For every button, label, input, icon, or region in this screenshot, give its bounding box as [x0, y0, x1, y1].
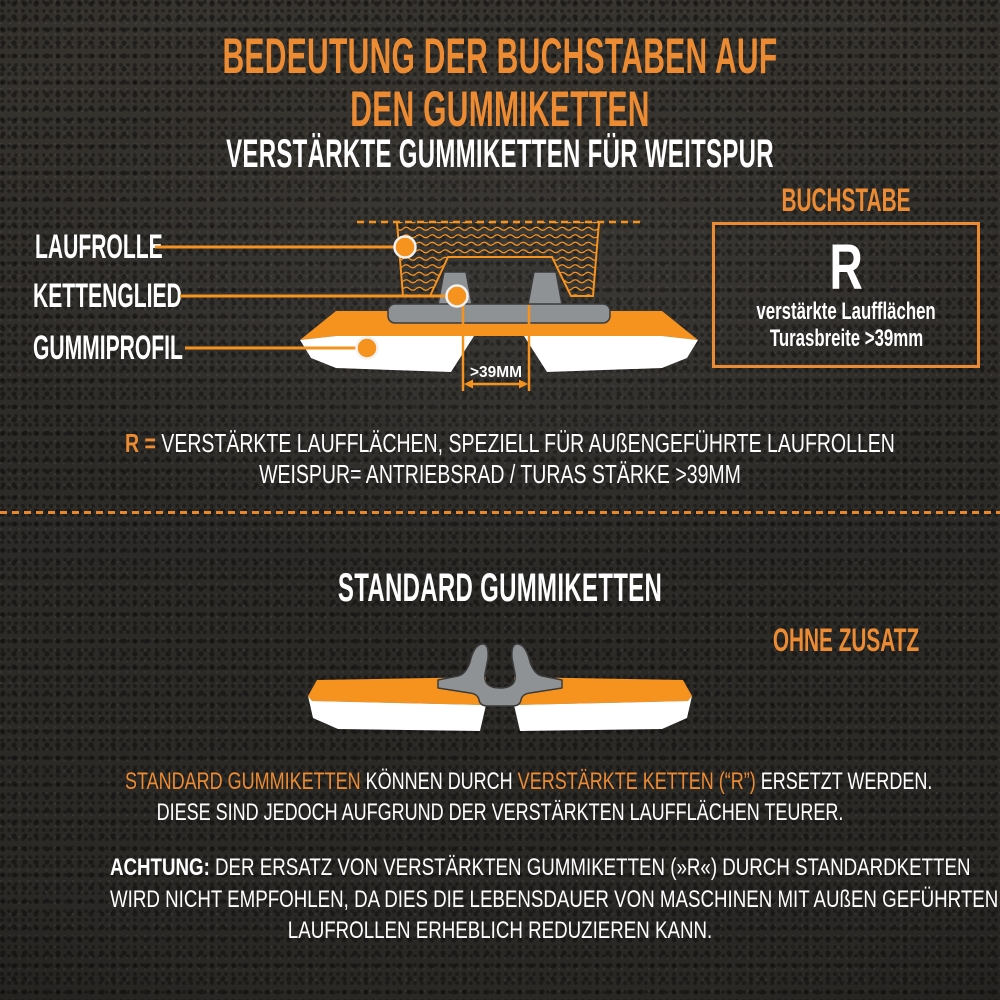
- reinforced-note-prefix: R =: [125, 428, 156, 458]
- track-white-right: [524, 336, 698, 372]
- reinforced-note-line1: R = VERSTÄRKTE LAUFFLÄCHEN, SPEZIELL FÜR AUßENGEFÜHRTE LAUFROLLEN: [125, 428, 895, 458]
- standard-note-line2: DIESE SIND JEDOCH AUFGRUND DER VERSTÄRKTEN LAUFFLÄCHEN TEURER.: [156, 799, 844, 827]
- standard-tag: OHNE ZUSATZ: [772, 622, 920, 658]
- letter-panel-heading: BUCHSTABE: [781, 182, 911, 218]
- dimension-label: >39MM: [470, 364, 522, 381]
- letter-r: R: [829, 231, 863, 303]
- track-white-left: [300, 336, 474, 372]
- standard-note-line1: STANDARD GUMMIKETTEN KÖNNEN DURCH VERSTÄRKTE KETTEN (“R”) ERSETZT WERDEN.: [125, 768, 933, 795]
- section-divider: [0, 511, 1000, 514]
- letter-panel-line1: verstärkte Laufflächen: [756, 297, 936, 325]
- section-reinforced-title: VERSTÄRKTE GUMMIKETTEN FÜR WEITSPUR: [226, 132, 774, 176]
- pointer-dot-laufrolle: [395, 237, 416, 258]
- warning-line2: WIRD NICHT EMPFOHLEN, DA DIES DIE LEBENSDAUER VON MASCHINEN MIT AUßEN GEFÜHRTEN: [110, 885, 999, 913]
- standard-track-diagram: [290, 628, 710, 748]
- roller-area: [397, 222, 599, 296]
- letter-panel: [712, 222, 980, 368]
- chain-link-plate: [388, 304, 610, 323]
- warning-label: ACHTUNG:: [110, 854, 210, 881]
- standard-note: [125, 766, 933, 828]
- warning-note: [110, 852, 999, 947]
- page-title: BEDEUTUNG DER BUCHSTABEN AUF DEN GUMMIKETTEN: [222, 28, 778, 137]
- warning-line3: LAUFROLLEN ERHEBLICH REDUZIEREN KANN.: [287, 917, 713, 945]
- warning-line1: ACHTUNG: DER ERSATZ VON VERSTÄRKTEN GUMMIKETTEN (»R«) DURCH STANDARDKETTEN: [110, 854, 971, 881]
- pointer-dot-kettenglied: [447, 286, 468, 307]
- letter-panel-line2: Turasbreite >39mm: [769, 325, 923, 353]
- reinforced-note: [125, 428, 895, 489]
- reinforced-note-line2: WEISPUR= ANTRIEBSRAD / TURAS STÄRKE >39MM: [259, 458, 741, 489]
- label-laufrolle: LAUFROLLE: [35, 228, 163, 266]
- label-kettenglied: KETTENGLIED: [33, 277, 182, 315]
- label-gummiprofil: GUMMIPROFIL: [33, 329, 183, 367]
- section-standard-title: STANDARD GUMMIKETTEN: [337, 566, 663, 610]
- pointer-dot-gummiprofil: [357, 338, 378, 359]
